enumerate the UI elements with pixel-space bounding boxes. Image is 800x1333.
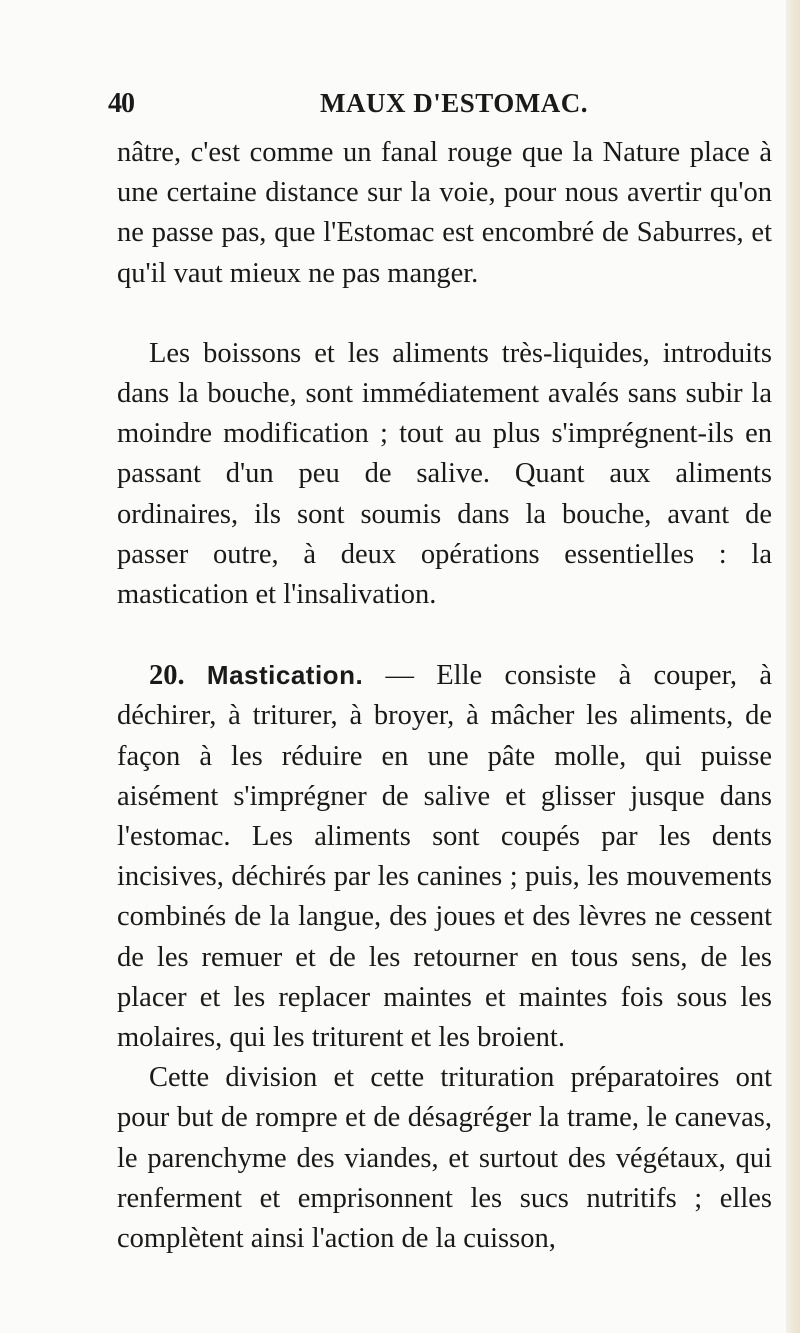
running-title: MAUX D'ESTOMAC. — [320, 88, 589, 118]
section-number: 20. — [149, 660, 185, 692]
page-number: 40 — [108, 88, 134, 119]
body-text — [117, 133, 772, 1259]
page-edge — [786, 0, 800, 1333]
paragraph-boissons: Les boissons et les aliments très-liquides, introduits dans la bouche, sont immédiatement avalés sans subir la moindre modification ; tout au plus s'imprégnent-ils en passant d'un peu de salive. Quant aux aliments ordinaires, ils sont soumis dans la bouche, avant de passer outre, à deux opérations essentielles : la mastication et l'insalivation. — [117, 337, 772, 611]
section-mastication — [117, 655, 772, 1058]
section-text: — Elle consiste à couper, à déchirer, à triturer, à broyer, à mâcher les aliments, de façon à les réduire en une pâte molle, qui puisse aisément s'imprégner de salive et glisser jusque dans l'estomac. Les aliments sont coupés par les dents incisives, déchirés par les canines ; puis, les mouvements combinés de la langue, des joues et des lèvres ne cessent de les remuer et de les retourner en tous sens, de les placer et les replacer maintes et maintes fois sous les molaires, qui les triturent et les broient. — [117, 660, 772, 1054]
page-header — [108, 88, 748, 124]
section-title: Mastication. — [206, 660, 364, 691]
paragraph-continuation: nâtre, c'est comme un fanal rouge que la Nature place à une certaine distance sur la voie, pour nous avertir qu'on ne passe pas, que l'Estomac est encombré de Saburres, et qu'il vaut mieux ne pas manger. — [117, 137, 772, 289]
paragraph-division: Cette division et cette trituration préparatoires ont pour but de rompre et de désagréger la trame, le canevas, le parenchyme des viandes, et surtout des végétaux, qui renferment et emprisonnent les sucs nutritifs ; elles complètent ainsi l'action de la cuisson, — [117, 1062, 772, 1255]
